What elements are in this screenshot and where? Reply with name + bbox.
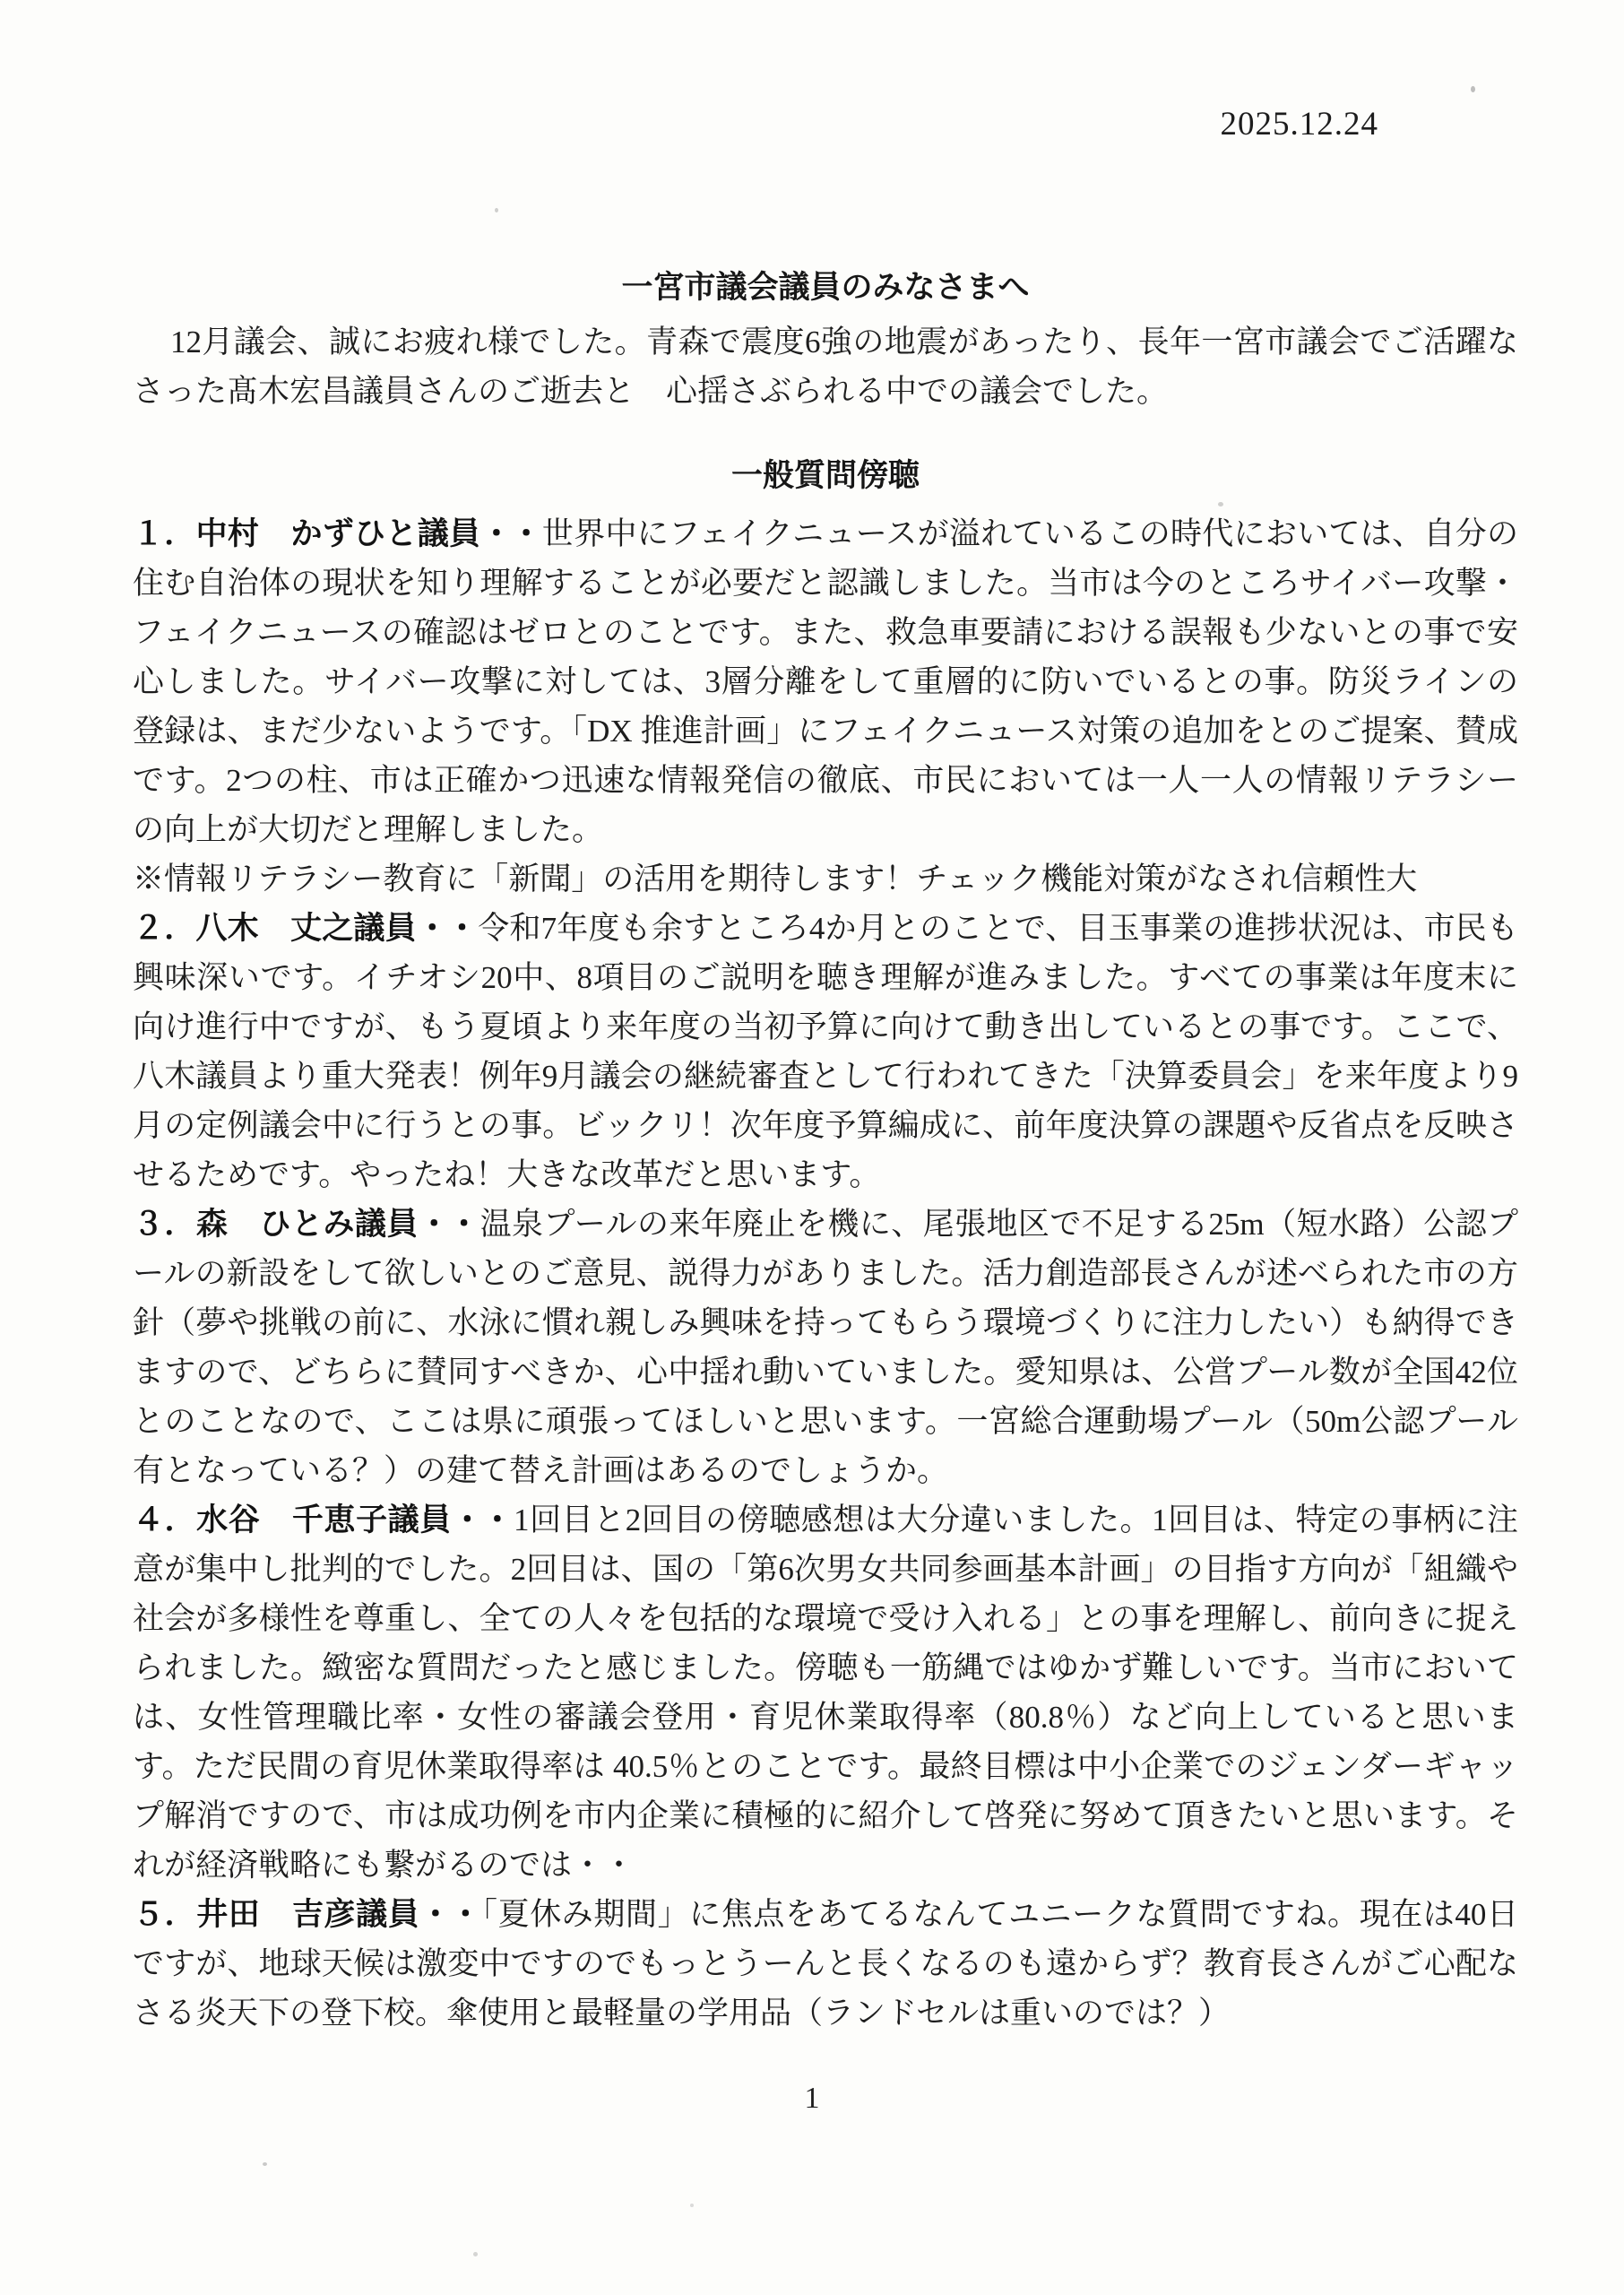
entry-member-name: 井田 吉彦議員 <box>196 1897 420 1932</box>
scan-speckle <box>473 2252 478 2256</box>
entry-member-name: 中村 かずひと議員 <box>195 516 481 551</box>
entry-body-text: 世界中にフェイクニュースが溢れているこの時代においては、自分の住む自治体の現状を知り理解することが必要だと認識しました。当市は今のところサイバー攻撃・フェイクニュースの確認はゼロとのことです。また、救急車要請における誤報も少ないとの事で安心しました。サイバー攻撃に対しては、3層分離をして重層的に防いでいるとの事。防災ラインの登録は、まだ少ないようです。「DX 推進計画」にフェイクニュース対策の追加をとのご提案、賛成です。2つの柱、市は正確かつ迅速な情報発信の徹底、市民においては一人一人の情報リテラシーの向上が大切だと理解しました。 <box>133 516 1518 847</box>
entry-number: ４． <box>133 1503 197 1537</box>
entry-body-text: 温泉プールの来年廃止を機に、尾張地区で不足する25m（短水路）公認プールの新設をして欲しいとのご意見、説得力がありました。活力創造部長さんが述べられた市の方針（夢や挑戦の前に、水泳に慣れ親しみ興味を持ってもらう環境づくりに注力したい）も納得できますので、どちらに賛同すべきか、心中揺れ動いていました。愛知県は、公営プール数が全国42位とのことなので、ここは県に頑張ってほしいと思います。一宮総合運動場プール（50m公認プール有となっている？）の建て替え計画はあるのでしょうか。 <box>133 1207 1518 1488</box>
scan-speckle <box>495 208 498 212</box>
scan-speckle <box>1218 502 1223 507</box>
entry-mizutani <box>133 1495 1518 1890</box>
entry-body-text: 令和7年度も余すところ4か月とのことで、目玉事業の進捗状況は、市民も興味深いです。イチオシ20中、8項目のご説明を聴き理解が進みました。すべての事業は年度末に向け進行中ですが、もう夏頃より来年度の当初予算に向けて動き出しているとの事です。ここで、八木議員より重大発表！例年9月議会の継続審査として行われてきた「決算委員会」を来年度より9月の定例議会中に行うとの事。ビックリ！次年度予算編成に、前年度決算の課題や反省点を反映させるためです。やったね！大きな改革だと思います。 <box>133 911 1518 1192</box>
entry-member-name: 森 ひとみ議員 <box>195 1207 419 1242</box>
entry-separator: ・・ <box>480 516 540 551</box>
entry-member-name: 水谷 千恵子議員 <box>196 1503 452 1537</box>
scan-speckle <box>263 2162 267 2166</box>
entry-ida <box>133 1890 1518 2038</box>
entry-body-text: 1回目と2回目の傍聴感想は大分違いました。1回目は、特定の事柄に注意が集中し批判的でした。2回目は、国の「第6次男女共同参画基本計画」の目指す方向が「組織や社会が多様性を尊重し、全ての人々を包括的な環境で受け入れる」との事を理解し、前向きに捉えられました。緻密な質問だったと感じました。傍聴も一筋縄ではゆかず難しいです。当市においては、女性管理職比率・女性の審議会登用・育児休業取得率（80.8％）など向上していると思います。ただ民間の育児休業取得率は 40.5％とのことです。最終目標は中小企業でのジェンダーギャップ解消ですので、市は成功例を市内企業に積極的に紹介して啓発に努めて頂きたいと思います。それが経済戦略にも繋がるのでは・・ <box>133 1503 1518 1883</box>
entry-number: ３． <box>133 1207 196 1242</box>
question-entries <box>133 509 1518 2038</box>
document-date: 2025.12.24 <box>1220 106 1378 143</box>
page-number: 1 <box>804 2082 820 2115</box>
intro-paragraph: 12月議会、誠にお疲れ様でした。青森で震度6強の地震があったり、長年一宮市議会でご活躍なさった髙木宏昌議員さんのご逝去と 心揺さぶられる中での議会でした。 <box>133 325 1518 409</box>
scan-speckle <box>690 2204 694 2207</box>
entry-yagi <box>133 904 1518 1199</box>
entry-nakamura <box>133 509 1518 854</box>
entry-separator: ・・ <box>418 1207 479 1242</box>
scan-speckle <box>1471 86 1475 92</box>
entry-number: ２． <box>133 911 196 946</box>
letter-title: 一宮市議会議員のみなさまへ <box>621 270 1030 305</box>
entry-body-text: 「夏休み期間」に焦点をあてるなんてユニークな質問ですね。現在は40日ですが、地球天候は激変中ですのでもっとうーんと長くなるのも遠からず？教育長さんがご心配なさる炎天下の登下校。傘使用と最軽量の学用品（ランドセルは重いのでは？） <box>133 1897 1518 2031</box>
document-content <box>133 0 1518 2038</box>
entry-separator: ・・ <box>451 1503 512 1537</box>
entry-mori <box>133 1199 1518 1495</box>
section-heading: 一般質問傍聴 <box>730 458 920 493</box>
entry-nakamura-note: ※情報リテラシー教育に「新聞」の活用を期待します！チェック機能対策がなされ信頼性大 <box>133 862 1418 896</box>
entry-number: ５． <box>133 1897 197 1932</box>
entry-separator: ・・ <box>416 911 477 946</box>
entry-number: １． <box>133 516 196 551</box>
entry-separator: ・・ <box>419 1897 480 1932</box>
entry-member-name: 八木 丈之議員 <box>195 911 417 946</box>
